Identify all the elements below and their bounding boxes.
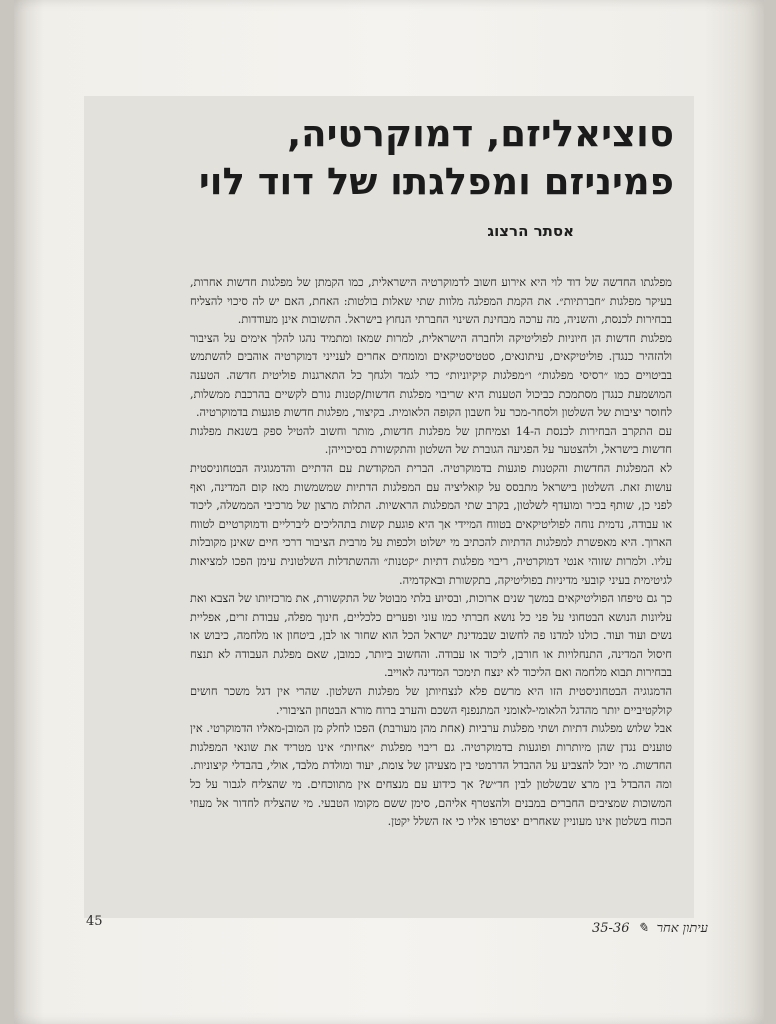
journal-footer [592,920,708,936]
article-body [190,274,672,832]
pencil-icon: ✎ [637,921,649,936]
article-paragraph: מפלגתו החדשה של דוד לוי היא אירוע חשוב לדמוקרטיה הישראלית, כמו הקמתן של מפלגות חדשות אחרות, בעיקר מפלגות ״חברתיות״. את הקמת המפלגה מלוות שתי שאלות בולטות: האחת, האם יש לה סיכוי להצליח בבחירות לכנסת, והשניה, מה ערכה מבחינת השינוי החברתי הנחוץ בישראל. התשובות אינן מעודדות. [190,276,672,327]
page-number: 45 [86,914,103,929]
article-paragraph: כך גם טיפחו הפוליטיקאים במשך שנים ארוכות, ובסיוע בלתי מבוטל של התקשורת, את מרכזיותו של הצבא ואת עליונות הנושא הבטחוני על פני כל נושא חברתי כמו עוני ופערים כלכליים, חינוך מפלה, עבודת זרים, אפליית נשים ועוד ועוד. כולנו למדנו פה לחשוב שבמדינת ישראל הכל הוא שחור או לבן, ביטחון או מלחמה, כיבוש או חיסול המדינה, התנחלויות או חורבן, ליכוד או עבודה. והחשוב ביותר, כמובן, שאם מפלגת העבודה לא תנצח בבחירות תבוא מלחמה ואם הליכוד לא ינצח תימכר המדינה לאוייב. [190,592,672,680]
journal-name: עיתון אחר [656,921,709,936]
magazine-page [14,0,764,1024]
article-paragraph: אבל שלוש מפלגות דתיות ושתי מפלגות ערביות (אחת מהן מעורבת) הפכו לחלק מן המובן-מאליו הדמוקרטי. אין טוענים נגדן שהן מיותרות ופוגעות בדמוקרטיה. גם ריבוי מפלגות ״אחיות״ אינו מטריד את שונאי המפלגות החדשות. מי יוכל להצביע על ההבדל הדרמטי בין מצעיהן של צומת, יעוד ומולדת מלבד, אולי, בהבדלי קיצוניות. ומה ההבדל בין מרצ שבשלטון לבין חד״ש? אך כידוע עם מנצחים אין מתווכחים. מי שהצליח לגבור על כל המשוכות שמציבים החברים במבנים ולהצטרף אליהם, סימן ששם מקומו הטבעי. מי שהצליח לחדור אל מעוזי הכוח בשלטון אינו מעוניין שאחרים יצטרפו אליו כי אז השלל יקטן. [190,722,672,829]
journal-issue: 35-36 [592,921,630,936]
article-author: אסתר הרצוג [487,222,574,240]
article-paragraph: מפלגות חדשות הן חיוניות לפוליטיקה ולחברה הישראלית, למרות שמאז ומתמיד נהגו להלך אימים על הציבור ולהזהיר כנגדן. פוליטיקאים, עיתונאים, סטטיסטיקאים ומומחים אחרים לענייני דמוקרטיה אוהבים להשתמש בביטויים כמו ״רסיסי מפלגות״ ו״מפלגות קיקיוניות״ כדי לגמד ולגחך כל התארגנות פוליטית חדשה. הטענה המושמעת כנגדן מסתמכת כביכול הטענות היא שריבוי מפלגות חדשות/קטנות גורם לקשיים בהרכבת ממשלות, לחוסר יציבות של השלטון ולסחר-מכר על חשבון הקופה הלאומית. בקיצור, מפלגות חדשות פוגעות בדמוקרטיה. [190,331,672,420]
article-paragraph: לא המפלגות החדשות והקטנות פוגעות בדמוקרטיה. הברית המקודשת עם הדתיים והדמגוגיה הבטחוניסטית עושות זאת. השלטון בישראל מתבסס על קואליציה עם המפלגות הדתיות שמשמשות מאז קום המדינה, ואף לפני כן, שותף בכיר ומועדף לשלטון, בקרב שתי המפלגות הראשיות. התלות מרצון של מרכיבי הממשלה, ליכוד או עבודה, נדמית נוחה לפוליטיקאים בטווח המיידי אך היא פוגעת קשות בתהליכים ליברליים ודמוקרטיים לטווח הארוך. היא מאפשרת למפלגות הדתיות להכתיב מי ישלוט ולכפות על מרבית הציבור דרכי חיים שאינן מקובלות עליו. ולמרות שזוהי אנטי דמוקרטיה, ריבוי מפלגות דתיות ״קטנות״ וההשתדלות השלטונית עימן הפכו למציאות לגיטימית בעיני קובעי מדיניות בפוליטיקה, בתקשורת ובאקדמיה. [190,461,672,587]
article-title [114,110,674,206]
article-paragraph: עם התקרב הבחירות לכנסת ה-14 וצמיחתן של מפלגות חדשות, מותר וחשוב להטיל ספק בשנאת מפלגות חדשות בישראל, ולהצטער על הפגיעה הגוברת של השלטון והתקשורת בסיכוייהן. [190,424,672,457]
article-title-line-2: פמיניזם ומפלגתו של דוד לוי [198,160,674,203]
article-paragraph: הדמגוגיה הבטחוניסטית הזו היא מרשם פלא לנצחיותן של מפלגות השלטון. שהרי אין דגל משכר חושים קולקטיביים יותר מהדגל הלאומי-לאומני המתנפנף השכם והערב ברוח מורא הבטחון הציבורי. [190,685,672,717]
article-title-line-1: סוציאליזם, דמוקרטיה, [287,112,674,155]
